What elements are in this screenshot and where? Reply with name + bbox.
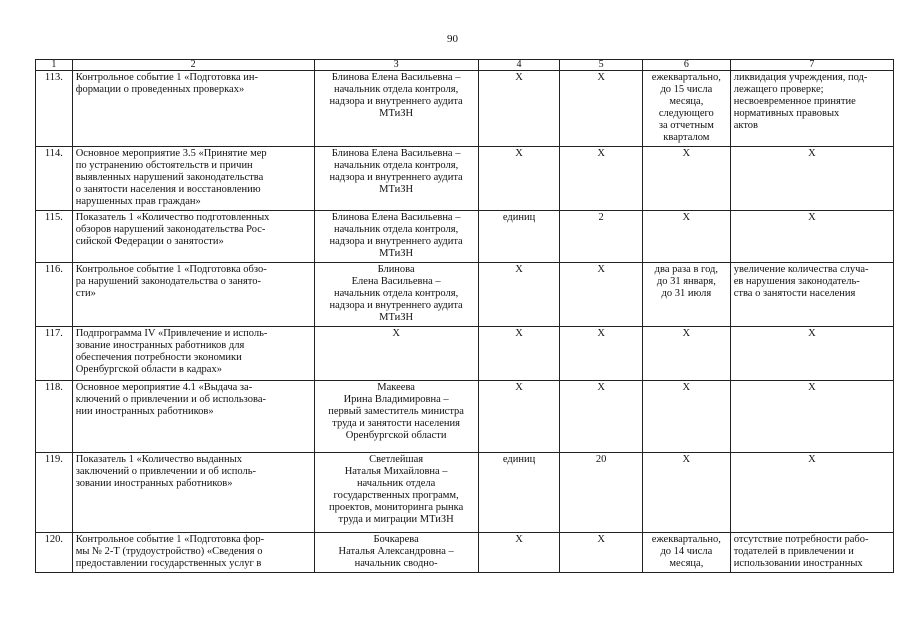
responsible-person-cell-line: проектов, мониторинга рынка [329,502,464,513]
deadline-cell [642,381,730,453]
risk-cell [730,263,893,327]
deadline-cell-line: до 14 числа [660,546,713,557]
risk-cell [730,381,893,453]
risk-cell-line: нормативных правовых [733,108,840,119]
deadline-cell-line: кварталом [663,132,710,143]
responsible-person-cell-line: государственных программ, [333,490,459,501]
table-row [36,211,894,263]
deadline-cell-line: ежеквартально, [651,534,721,545]
measure-name-cell-line: по устранению обстоятельств и причин [75,160,253,171]
table-row [36,263,894,327]
risk-cell-line: ликвидация учреждения, под- [733,72,868,83]
deadline-cell-line: два раза в год, [654,264,719,275]
measure-name-cell-line: Показатель 1 «Количество подготовленных [75,212,270,223]
value-cell: X [560,71,643,147]
risk-cell-line: актов [733,120,758,131]
risk-cell-line: увеличение количества случа- [733,264,869,275]
column-header: 6 [642,60,730,71]
responsible-person-cell-line: МТиЗН [379,184,414,195]
responsible-person-cell-line: Светлейшая [369,454,424,465]
table-row [36,327,894,381]
deadline-cell-line: X [682,328,691,339]
measure-name-cell [72,211,314,263]
table-row [36,71,894,147]
responsible-person-cell-line: X [392,328,400,339]
column-header: 5 [560,60,643,71]
deadline-cell-line: X [682,382,691,393]
deadline-cell [642,71,730,147]
column-header: 2 [72,60,314,71]
measure-name-cell [72,453,314,533]
measure-name-cell-line: Контрольное событие 1 «Подготовка фор- [75,534,265,545]
unit-cell: X [478,71,560,147]
measure-name-cell-line: ключений о привлечении и об использова- [75,394,266,405]
risk-cell [730,147,893,211]
risk-cell-line: X [808,148,816,159]
responsible-person-cell-line: труда и занятости населения [332,418,460,429]
value-cell: 20 [560,453,643,533]
measure-name-cell-line: обзоров нарушений законодательства Рос- [75,224,266,235]
row-number-cell: 120. [36,533,73,573]
risk-cell-line: X [808,382,816,393]
deadline-cell [642,453,730,533]
row-number-cell: 114. [36,147,73,211]
table-row [36,453,894,533]
risk-cell-line: X [808,212,816,223]
responsible-person-cell-line: начальник отдела контроля, [334,160,459,171]
deadline-cell-line: до 15 числа [660,84,713,95]
value-cell: X [560,327,643,381]
measure-name-cell-line: Подпрограмма IV «Привлечение и исполь- [75,328,268,339]
measure-name-cell-line: нарушенных прав граждан» [75,196,201,207]
row-number-cell: 116. [36,263,73,327]
table-header-row [36,60,894,71]
deadline-cell [642,327,730,381]
responsible-person-cell-line: начальник отдела контроля, [334,224,459,235]
value-cell: 2 [560,211,643,263]
table-row [36,533,894,573]
deadline-cell-line: за отчетным [658,120,714,131]
responsible-person-cell-line: Бочкарева [373,534,419,545]
responsible-person-cell-line: Блинова Елена Васильевна – [331,72,461,83]
measure-name-cell [72,381,314,453]
unit-cell: единиц [478,211,560,263]
responsible-person-cell-line: надзора и внутреннего аудита [329,300,463,311]
risk-cell-line: ства о занятости населения [733,288,856,299]
risk-cell [730,211,893,263]
responsible-person-cell [314,327,478,381]
row-number-cell: 118. [36,381,73,453]
responsible-person-cell-line: Макеева [377,382,415,393]
column-header: 4 [478,60,560,71]
page-number: 90 [447,33,458,45]
measure-name-cell-line: выявленных нарушений законодательства [75,172,264,183]
document-table [35,59,894,573]
risk-cell-line: X [808,454,816,465]
row-number-cell: 117. [36,327,73,381]
unit-cell: X [478,147,560,211]
deadline-cell-line: до 31 января, [656,276,716,287]
responsible-person-cell-line: надзора и внутреннего аудита [329,96,463,107]
measure-name-cell-line: заключений о привлечении и об исполь- [75,466,256,477]
value-cell: X [560,533,643,573]
deadline-cell-line: до 31 июля [661,288,712,299]
value-cell: X [560,263,643,327]
responsible-person-cell-line: начальник отдела контроля, [334,288,459,299]
row-number-cell: 115. [36,211,73,263]
responsible-person-cell-line: Блинова Елена Васильевна – [331,148,461,159]
risk-cell-line: тодателей в привлечении и [733,546,854,557]
risk-cell-line: X [808,328,816,339]
measure-name-cell-line: Основное мероприятие 4.1 «Выдача за- [75,382,253,393]
deadline-cell-line: месяца, [669,96,704,107]
deadline-cell-line: месяца, [669,558,704,569]
measure-name-cell [72,71,314,147]
responsible-person-cell-line: Оренбургской области [345,430,447,441]
measure-name-cell-line: формации о проведенных проверках» [75,84,245,95]
responsible-person-cell-line: Елена Васильевна – [351,276,441,287]
responsible-person-cell-line: первый заместитель министра [328,406,464,417]
responsible-person-cell-line: Наталья Михайловна – [344,466,448,477]
value-cell: X [560,381,643,453]
value-cell: X [560,147,643,211]
responsible-person-cell [314,147,478,211]
risk-cell-line: лежащего проверке; [733,84,824,95]
measure-name-cell-line: Контрольное событие 1 «Подготовка обзо- [75,264,267,275]
responsible-person-cell-line: начальник сводно- [354,558,438,569]
measure-name-cell [72,533,314,573]
responsible-person-cell [314,533,478,573]
risk-cell-line: ев нарушения законодатель- [733,276,860,287]
measure-name-cell-line: мы № 2-Т (трудоустройство) «Сведения о [75,546,263,557]
measure-name-cell [72,263,314,327]
measure-name-cell-line: Основное мероприятие 3.5 «Принятие мер [75,148,267,159]
risk-cell-line: несвоевременное принятие [733,96,856,107]
responsible-person-cell [314,71,478,147]
responsible-person-cell [314,211,478,263]
measure-name-cell [72,327,314,381]
measure-name-cell-line: зовании иностранных работников» [75,478,233,489]
measure-name-cell-line: сти» [75,288,96,299]
responsible-person-cell-line: начальник отдела контроля, [334,84,459,95]
row-number-cell: 119. [36,453,73,533]
measure-name-cell-line: ра нарушений законодательства о занято- [75,276,262,287]
responsible-person-cell-line: надзора и внутреннего аудита [329,236,463,247]
deadline-cell [642,211,730,263]
measure-name-cell-line: о занятости населения и восстановлению [75,184,261,195]
deadline-cell-line: X [682,454,691,465]
deadline-cell [642,533,730,573]
column-header: 3 [314,60,478,71]
unit-cell: X [478,533,560,573]
responsible-person-cell [314,453,478,533]
risk-cell [730,453,893,533]
deadline-cell-line: X [682,148,691,159]
measure-name-cell-line: Оренбургской области в кадрах» [75,364,222,375]
deadline-cell-line: ежеквартально, [651,72,721,83]
unit-cell: X [478,327,560,381]
risk-cell [730,533,893,573]
measure-name-cell-line: нии иностранных работников» [75,406,214,417]
responsible-person-cell-line: труда и миграции МТиЗН [338,514,454,525]
responsible-person-cell-line: МТиЗН [379,248,414,259]
responsible-person-cell-line: надзора и внутреннего аудита [329,172,463,183]
responsible-person-cell-line: Блинова [377,264,415,275]
measure-name-cell-line: Показатель 1 «Количество выданных [75,454,242,465]
responsible-person-cell-line: Наталья Александровна – [338,546,454,557]
responsible-person-cell-line: Ирина Владимировна – [343,394,449,405]
responsible-person-cell-line: МТиЗН [379,108,414,119]
responsible-person-cell-line: МТиЗН [379,312,414,323]
table-row [36,381,894,453]
table-row [36,147,894,211]
deadline-cell [642,147,730,211]
responsible-person-cell-line: Блинова Елена Васильевна – [331,212,461,223]
measure-name-cell-line: Контрольное событие 1 «Подготовка ин- [75,72,259,83]
responsible-person-cell [314,381,478,453]
risk-cell [730,327,893,381]
row-number-cell: 113. [36,71,73,147]
responsible-person-cell [314,263,478,327]
measure-name-cell-line: сийской Федерации о занятости» [75,236,224,247]
column-header: 7 [730,60,893,71]
measure-name-cell [72,147,314,211]
unit-cell: X [478,381,560,453]
measure-name-cell-line: обеспечения потребности экономики [75,352,242,363]
deadline-cell-line: следующего [658,108,714,119]
deadline-cell-line: X [682,212,691,223]
unit-cell: единиц [478,453,560,533]
responsible-person-cell-line: начальник отдела [356,478,436,489]
risk-cell-line: использовании иностранных [733,558,863,569]
unit-cell: X [478,263,560,327]
deadline-cell [642,263,730,327]
risk-cell [730,71,893,147]
measure-name-cell-line: зование иностранных работников для [75,340,245,351]
column-header: 1 [36,60,73,71]
measure-name-cell-line: предоставлении государственных услуг в [75,558,262,569]
risk-cell-line: отсутствие потребности рабо- [733,534,869,545]
